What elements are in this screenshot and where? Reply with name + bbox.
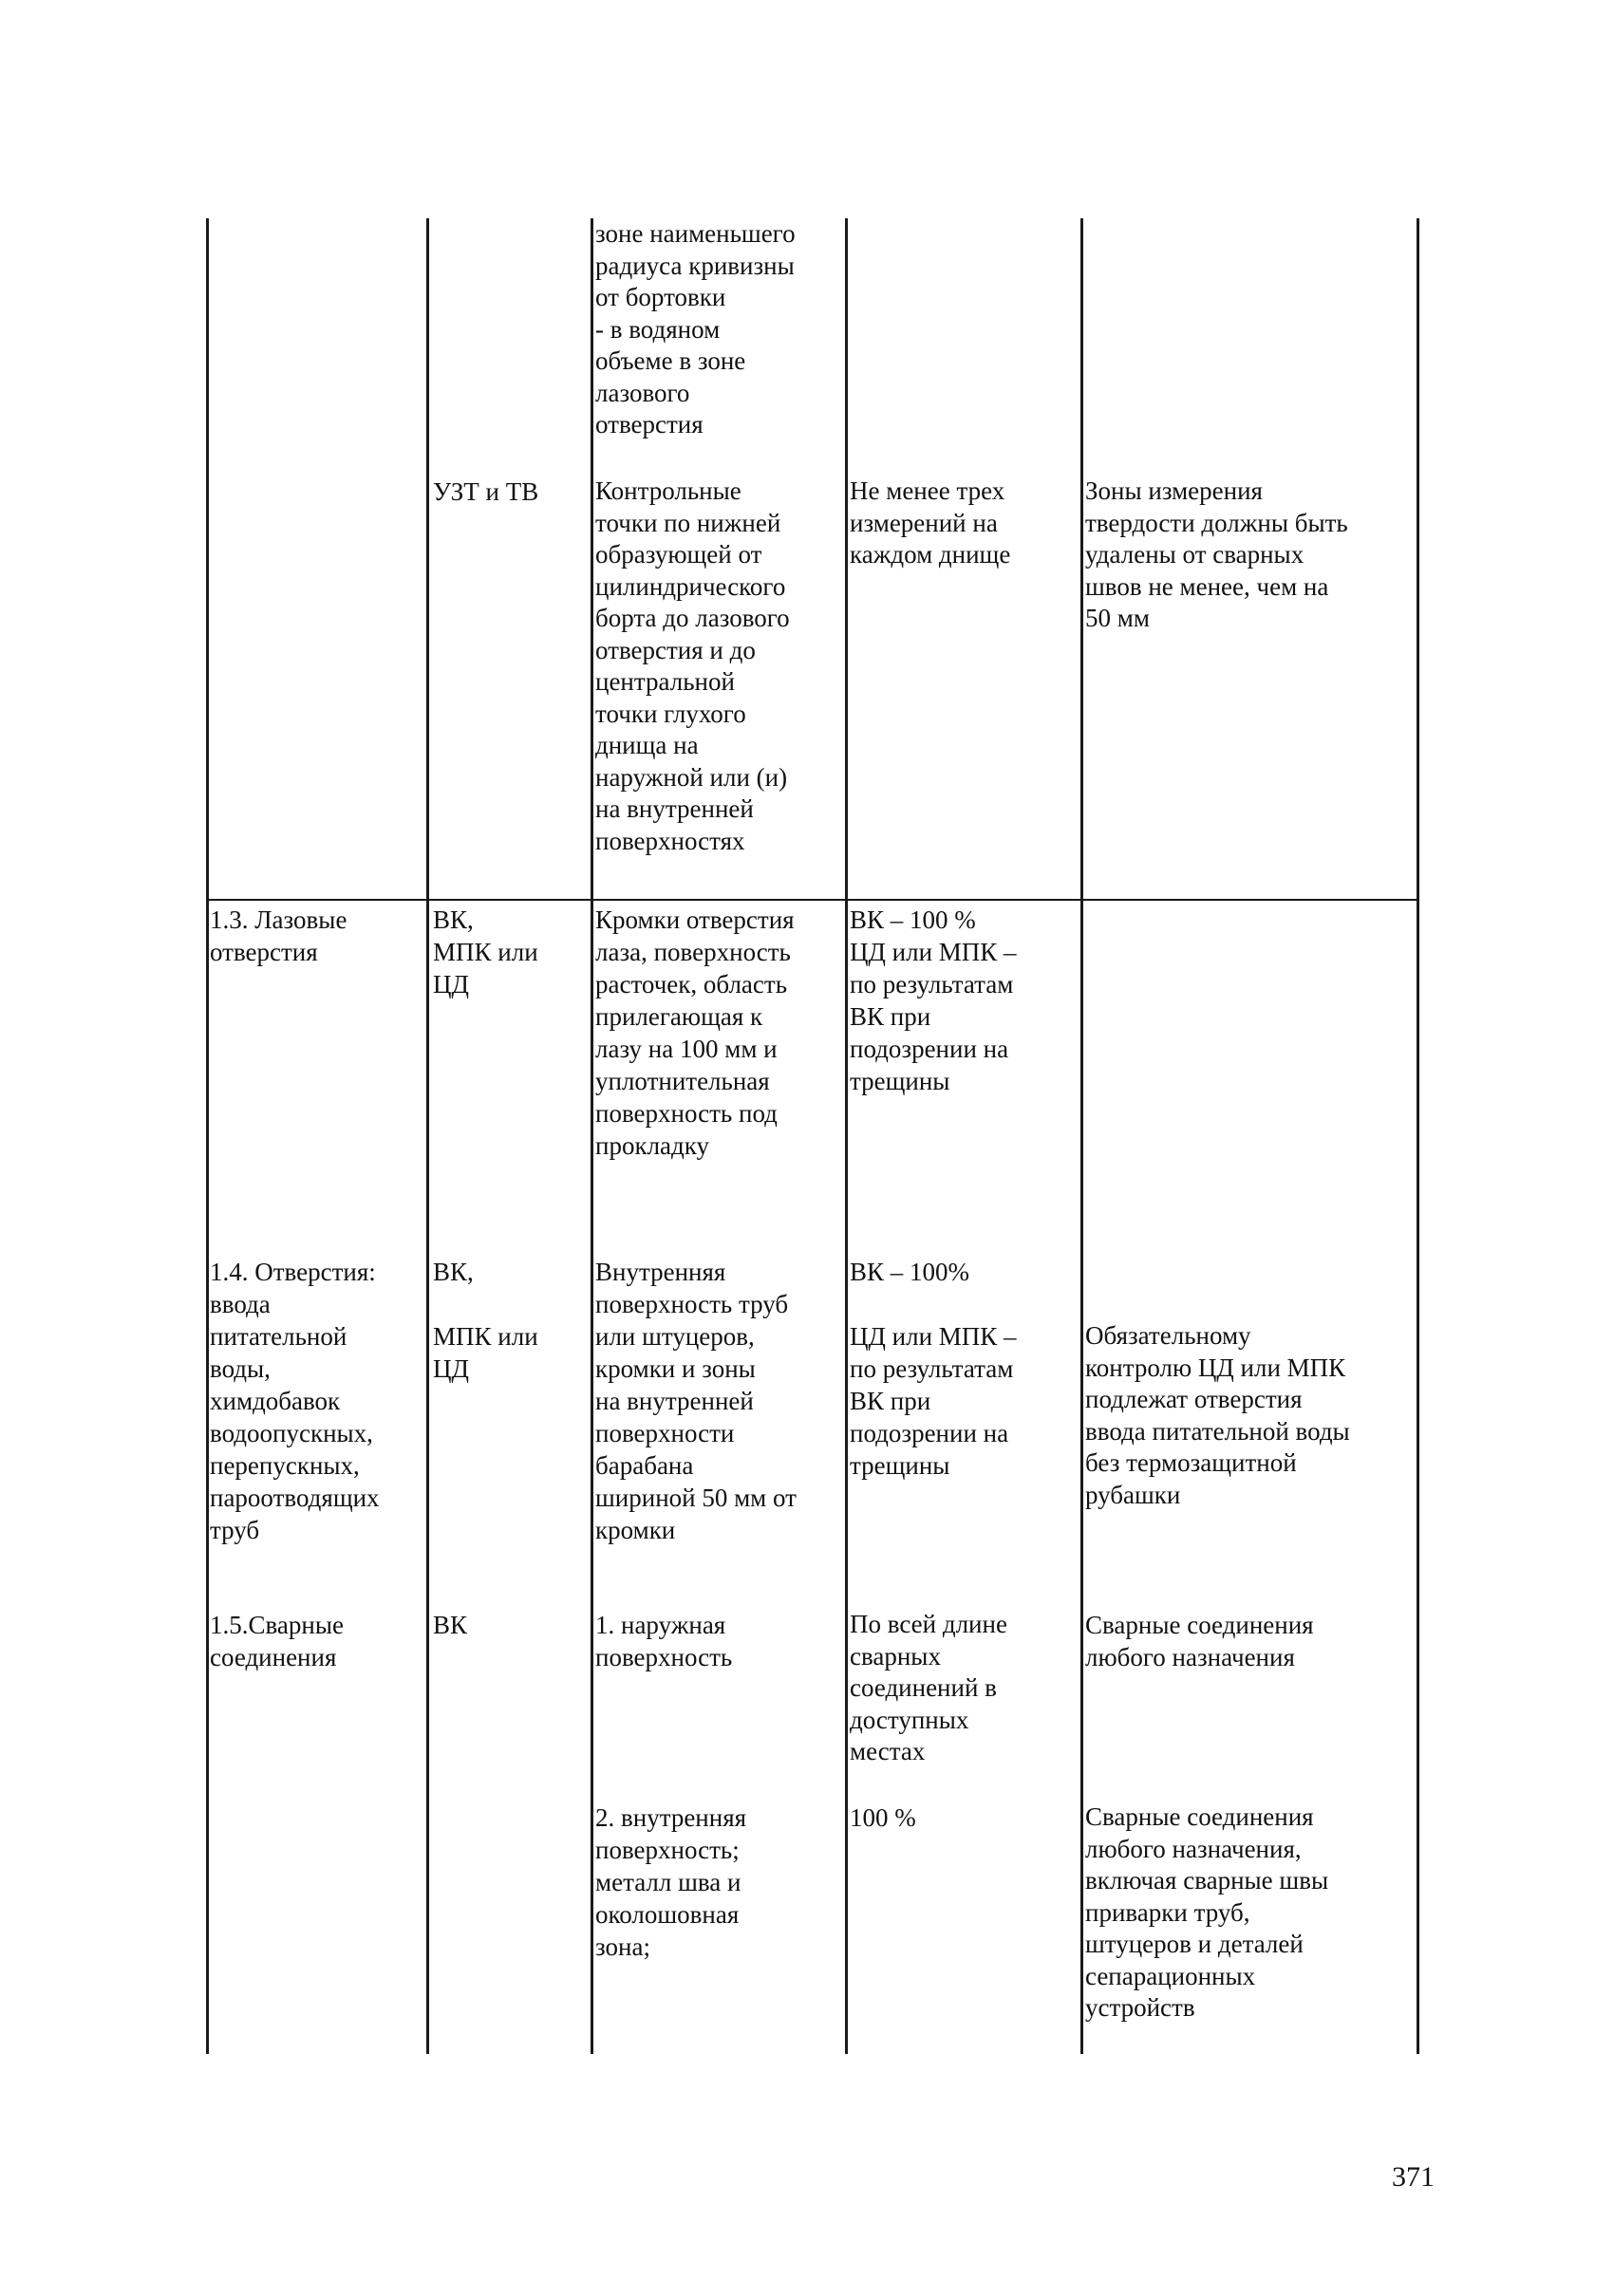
table-cell-method: ВК, МПК или ЦД xyxy=(433,905,538,999)
table-cell-note: Зоны измерения твердости должны быть удалены от сварных швов не менее, чем на 50 мм xyxy=(1085,476,1348,632)
column-divider-4 xyxy=(1080,218,1083,2054)
table-border-left xyxy=(206,218,209,2054)
table-cell-note: Сварные соединения любого назначения, включая сварные швы приварки труб, штуцеров и деталей сепарационных устройств xyxy=(1085,1802,1329,2022)
table-cell-zone: Кромки отверстия лаза, поверхность расточек, область прилегающая к лазу на 100 мм и уплотнительная поверхность под прокладку xyxy=(595,905,795,1160)
table-cell-scope: ВК – 100 % ЦД или МПК – по результатам ВК при подозрении на трещины xyxy=(850,905,1017,1095)
table-cell-note: Обязательному контролю ЦД или МПК подлежат отверстия ввода питательной воды без термозащитной рубашки xyxy=(1085,1321,1350,1509)
table-cell-zone: 2. внутренняя поверхность; металл шва и околошовная зона; xyxy=(595,1803,747,1961)
table-cell-scope: Не менее трех измерений на каждом днище xyxy=(850,476,1011,569)
table-cell-element: 1.4. Отверстия: ввода питательной воды, химдобавок водоопускных, перепускных, пароотводящих труб xyxy=(210,1258,380,1544)
table-cell-scope: ВК – 100% ЦД или МПК – по результатам ВК при подозрении на трещины xyxy=(850,1258,1017,1480)
table-cell-scope: 100 % xyxy=(850,1803,916,1832)
column-divider-3 xyxy=(845,218,848,2054)
table-cell-scope: По всей длине сварных соединений в доступных местах xyxy=(850,1610,1007,1765)
table-border-right xyxy=(1417,218,1419,2054)
table-cell-zone: зоне наименьшего радиуса кривизны от бортовки - в водяном объеме в зоне лазового отверстия xyxy=(595,219,796,439)
table-cell-zone: Внутренняя поверхность труб или штуцеров, кромки и зоны на внутренней поверхности барабана шириной 50 мм от кромки xyxy=(595,1258,797,1544)
column-divider-1 xyxy=(426,218,429,2054)
column-divider-2 xyxy=(591,218,593,2054)
table-cell-method: ВК xyxy=(433,1611,468,1639)
page-number: 371 xyxy=(1392,2161,1435,2193)
table-cell-method: УЗТ и ТВ xyxy=(433,477,539,506)
table-cell-method: ВК, МПК или ЦД xyxy=(433,1258,538,1383)
table-cell-zone: Контрольные точки по нижней образующей от цилиндрического борта до лазового отверстия и до центральной точки глухого днища на наружной или (и) на внутренней поверхностях xyxy=(595,476,790,855)
table-cell-element: 1.3. Лазовые отверстия xyxy=(210,905,347,966)
table-cell-note: Сварные соединения любого назначения xyxy=(1085,1611,1314,1671)
row-divider xyxy=(206,899,1419,901)
table-cell-element: 1.5.Сварные соединения xyxy=(210,1611,344,1671)
table-cell-zone: 1. наружная поверхность xyxy=(595,1611,733,1671)
